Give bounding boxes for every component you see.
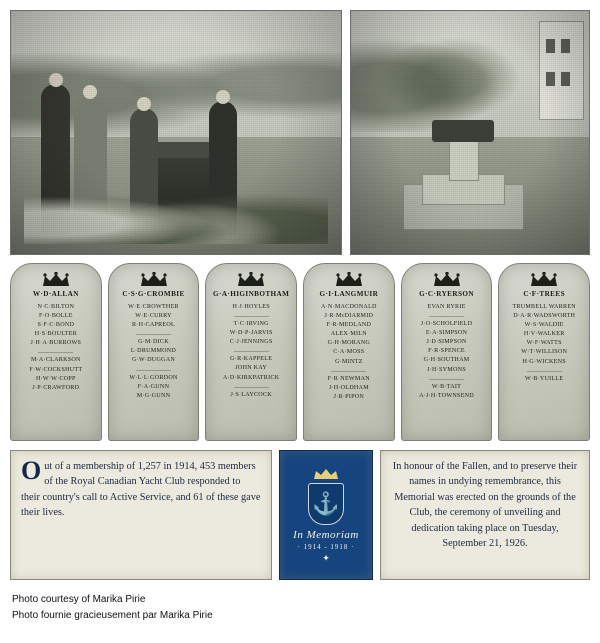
tablet-heading: C·S·G·CROMBIE [122,290,185,298]
crown-icon [334,272,364,288]
tablet-divider [331,371,366,372]
crown-icon [312,467,340,483]
tablet-name-group: T·C·IRVING W·D·P·JARVIS C·J·JENNINGS [229,320,273,346]
tablet-name-group: A·N·MACDONALD J·R·McDIARMID F·R·MEDLAND ALEX·MILN G·H·MORANG C·A·MOSS G·MINTZ [320,303,377,365]
photo-group-at-memorial [10,10,342,255]
tablet-name-group: EVAN RYRIE [427,303,466,310]
membership-panel [10,450,272,580]
tablet-divider [136,370,171,371]
memorial-tablet [303,263,395,441]
tablet-heading: C·F·TREES [523,290,565,298]
tablet-name-group: G·M·DICK L·DRUMMOND G·W·DUGGAN [130,339,177,364]
tablet-name-group: N·C·BILTON F·O·BOLLE S·F·C·BOND H·S·BOULTER J·H·A·BURROWS [30,303,82,347]
photo-row [10,10,590,255]
memorial-tablet [401,263,493,441]
star-icon: ✦ [322,552,330,563]
membership-text: Out of a membership of 1,257 in 1914, 453 members of the Royal Canadian Yacht Club responded to their country's call to Active Service, and 61 of these gave their lives. [21,456,261,519]
tablet-divider [527,371,562,372]
credit-line-en: Photo courtesy of Marika Pirie [12,594,146,605]
tablet-divider [429,316,464,317]
crown-icon [529,272,559,288]
tablet-heading: G·I·LANGMUIR [319,290,379,298]
photo-monument-grounds [350,10,590,255]
tablet-name-group: F·R·NEWMAN J·H·OLDHAM J·R·PIPON [327,375,370,400]
dedication-panel [380,450,590,580]
tablet-name-group: G·R·KAPPELE JOHN KAY A·D·KIRKPATRICK [223,356,280,381]
crown-icon [236,272,266,288]
badge-dates: · 1914 - 1918 · [297,542,355,551]
crown-icon [432,272,462,288]
badge-title: In Memoriam [293,528,359,541]
memorial-tablets [10,263,590,441]
drop-cap: O [21,456,42,485]
tablet-heading: G·C·RYERSON [419,290,474,298]
in-memoriam-badge [279,450,373,580]
tablet-name-group: M·A·CLARKSON F·W·COCKSHUTT H·W·W·COPP J·P·CRAWFORD [29,357,83,391]
crown-icon [41,272,71,288]
tablet-heading: W·D·ALLAN [32,290,79,298]
tablet-name-group: J·O·SCHOLFIELD E·A·SIMPSON J·D·SIMPSON F·R·SPENCE G·H·SOUTHAM J·H·SYMONS [420,320,473,373]
tablet-divider [234,387,269,388]
memorial-tablet [205,263,297,441]
tablet-divider [234,316,269,317]
photo-vignette [11,11,341,254]
tablet-name-group: W·L·L·GORDON F·A·GUNN M·G·GUNN [129,374,178,399]
memorial-tablet [498,263,590,441]
tablet-divider [234,351,269,352]
tablet-divider [38,352,73,353]
bottom-panels [10,450,590,580]
credit-line-fr: Photo fournie gracieusement par Marika Pirie [12,610,213,621]
anchor-icon: ⚓ [308,483,344,525]
photo-vignette [351,11,589,254]
tablet-name-group: TRUMBELL WARREN D·A·R·WADSWORTH W·S·WALDIE H·V·WALKER W·F·WATTS W·T·WILLISON H·G·WICKENS [512,303,576,365]
credits [12,592,572,624]
tablet-name-group: H·J·HOYLES [232,303,270,310]
tablet-name-group: W·B·YUILLE [525,375,564,382]
crown-icon [139,272,169,288]
tablet-divider [429,379,464,380]
tablet-name-group: W·E·CROWTHER W·E·CURRY R·H·CAPREOL [128,303,179,328]
memorial-tablet [108,263,200,441]
memorial-tablet [10,263,102,441]
tablet-name-group: J·S·LAYCOCK [230,391,272,398]
tablet-heading: G·A·HIGINBOTHAM [213,290,290,298]
tablet-divider [136,334,171,335]
tablet-name-group: W·B·TAIT A·J·H·TOWNSEND [419,383,474,399]
dedication-text: In honour of the Fallen, and to preserve their names in undying remembrance, this Memorial was erected on the grounds of the Club, the ceremony of unveiling and dedication taking place on Tuesday, September 21, 1926. [392,461,578,550]
